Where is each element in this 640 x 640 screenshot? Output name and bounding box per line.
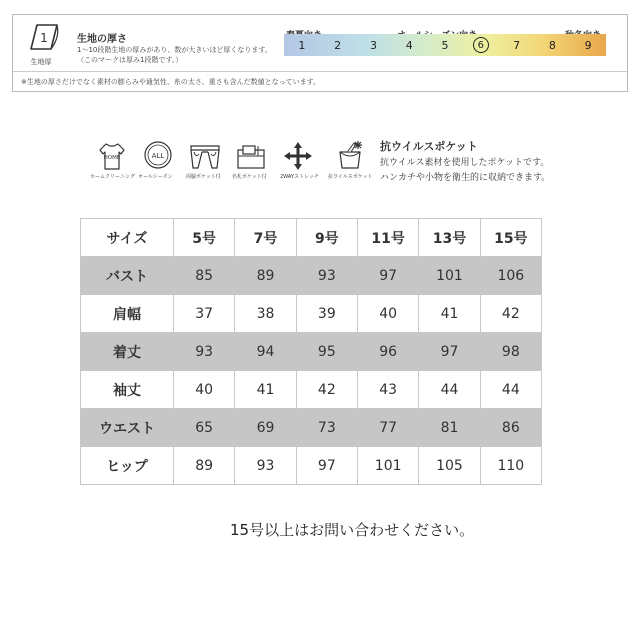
size-column-header: 13号 <box>419 219 480 257</box>
table-cell: 65 <box>174 409 235 447</box>
size-column-header: 15号 <box>480 219 541 257</box>
size-column-header: 11号 <box>357 219 418 257</box>
table-cell: 37 <box>174 295 235 333</box>
table-cell: 98 <box>480 333 541 371</box>
name-tag-pocket-icon <box>234 140 268 172</box>
table-cell: 85 <box>174 257 235 295</box>
feature-two-way-stretch: 2WAYストレッチ <box>282 140 314 172</box>
feature-all-season: ALL オールシーズン <box>142 140 174 172</box>
table-cell: 38 <box>235 295 296 333</box>
table-cell: 89 <box>235 257 296 295</box>
size-table <box>80 218 542 485</box>
home-cleaning-icon <box>96 140 128 172</box>
table-cell: 73 <box>296 409 357 447</box>
thickness-title: 生地の厚さ <box>77 34 127 45</box>
scale-step-selected: 6 <box>463 34 499 56</box>
table-cell: 106 <box>480 257 541 295</box>
antiviral-pocket-title: 抗ウイルスポケット <box>380 140 478 153</box>
scale-step: 1 <box>298 38 306 52</box>
fabric-thickness-icon-label: 生地厚 <box>30 58 52 66</box>
table-cell: 93 <box>174 333 235 371</box>
table-cell: 93 <box>235 447 296 485</box>
table-row <box>81 333 542 371</box>
size-corner-label: サイズ <box>81 219 174 257</box>
table-cell: 44 <box>480 371 541 409</box>
table-cell: 42 <box>480 295 541 333</box>
feature-side-pocket: 両脇ポケット付 <box>188 140 222 172</box>
thickness-description: 1〜10段階生地の厚みがあり、数が大きいほど厚くなります。 （このマークは厚み1段階です。） <box>77 46 272 64</box>
row-label: 着丈 <box>81 333 174 371</box>
side-pocket-icon <box>188 140 222 172</box>
table-cell: 81 <box>419 409 480 447</box>
table-cell: 97 <box>357 257 418 295</box>
table-row <box>81 409 542 447</box>
size-column-header: 9号 <box>296 219 357 257</box>
table-row <box>81 295 542 333</box>
antiviral-pocket-description: 抗ウイルス素材を使用したポケットです。 ハンカチや小物を衛生的に収納できます。 <box>380 158 551 183</box>
feature-home-cleaning: HOME ホームクリーニング <box>96 140 128 172</box>
table-cell: 97 <box>419 333 480 371</box>
row-label: バスト <box>81 257 174 295</box>
table-cell: 101 <box>419 257 480 295</box>
feature-antiviral-pocket: 抗ウイルスポケット <box>334 140 368 172</box>
table-cell: 44 <box>419 371 480 409</box>
svg-text:ALL: ALL <box>151 152 165 160</box>
feature-name-tag-pocket: 名札ポケット付 <box>234 140 268 172</box>
table-cell: 69 <box>235 409 296 447</box>
scale-step: 4 <box>405 38 413 52</box>
footer-note: 15号以上はお問い合わせください。 <box>230 521 475 539</box>
table-cell: 110 <box>480 447 541 485</box>
size-column-header: 5号 <box>174 219 235 257</box>
table-cell: 40 <box>174 371 235 409</box>
thickness-note: ※生地の厚さだけでなく素材の膨らみや通気性、糸の太さ、重さも含んだ数値となっています。 <box>21 78 321 86</box>
svg-text:HOME: HOME <box>103 155 121 161</box>
table-cell: 41 <box>419 295 480 333</box>
table-row <box>81 371 542 409</box>
two-way-stretch-icon <box>282 140 314 172</box>
table-cell: 101 <box>357 447 418 485</box>
row-label: ヒップ <box>81 447 174 485</box>
all-season-icon <box>142 140 174 172</box>
thickness-scale <box>284 34 606 56</box>
table-cell: 93 <box>296 257 357 295</box>
scale-step: 3 <box>369 38 377 52</box>
scale-step: 2 <box>334 38 342 52</box>
row-label: 袖丈 <box>81 371 174 409</box>
row-label: ウエスト <box>81 409 174 447</box>
table-cell: 43 <box>357 371 418 409</box>
table-cell: 94 <box>235 333 296 371</box>
table-cell: 89 <box>174 447 235 485</box>
table-cell: 39 <box>296 295 357 333</box>
table-row <box>81 447 542 485</box>
table-cell: 40 <box>357 295 418 333</box>
table-cell: 97 <box>296 447 357 485</box>
table-cell: 41 <box>235 371 296 409</box>
panel-divider <box>13 71 627 72</box>
table-cell: 95 <box>296 333 357 371</box>
size-header-row <box>81 219 542 257</box>
table-cell: 86 <box>480 409 541 447</box>
table-cell: 42 <box>296 371 357 409</box>
row-label: 肩幅 <box>81 295 174 333</box>
antiviral-pocket-icon <box>334 140 368 172</box>
scale-step: 7 <box>513 38 521 52</box>
table-cell: 96 <box>357 333 418 371</box>
scale-step: 8 <box>548 38 556 52</box>
size-column-header: 7号 <box>235 219 296 257</box>
table-cell: 105 <box>419 447 480 485</box>
table-cell: 77 <box>357 409 418 447</box>
svg-text:1: 1 <box>40 31 48 45</box>
table-row <box>81 257 542 295</box>
fabric-thickness-icon <box>27 23 63 53</box>
scale-step: 5 <box>441 38 449 52</box>
scale-step: 9 <box>584 38 592 52</box>
